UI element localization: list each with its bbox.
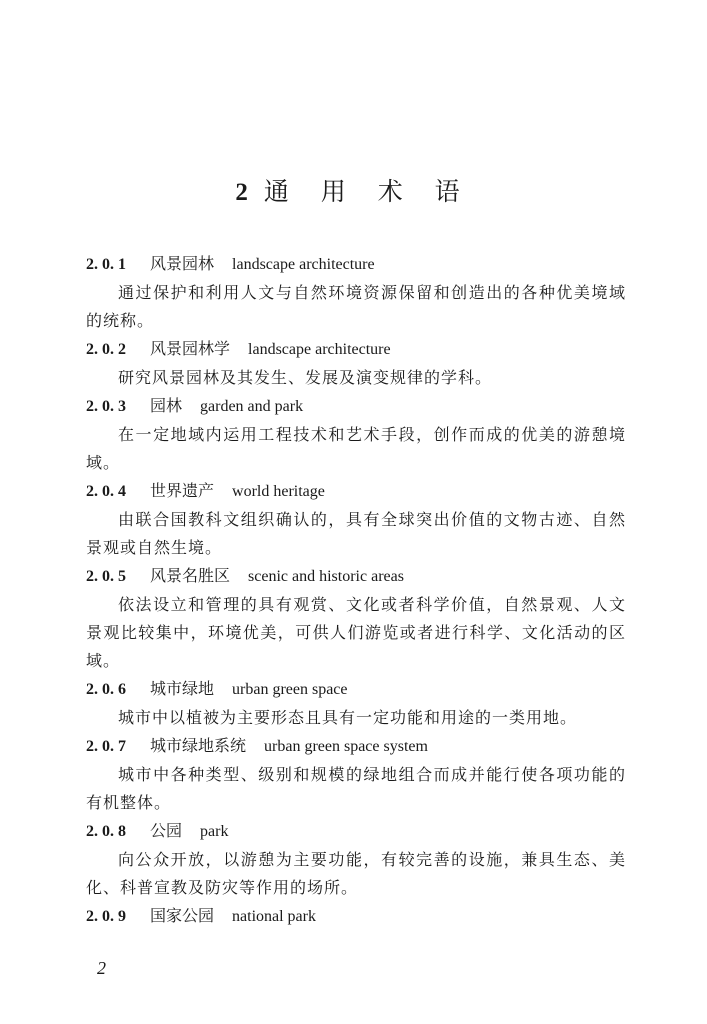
term-entry — [86, 817, 626, 902]
term-definition: 研究风景园林及其发生、发展及演变规律的学科。 — [118, 368, 493, 387]
term-heading — [86, 392, 626, 421]
term-number: 2. 0. 5 — [86, 568, 126, 585]
term-heading — [86, 732, 626, 761]
term-english: scenic and historic areas — [248, 568, 404, 585]
term-chinese: 国家公园 — [150, 906, 215, 925]
term-chinese: 世界遗产 — [150, 481, 215, 500]
term-english: national park — [232, 908, 316, 925]
term-number: 2. 0. 6 — [86, 681, 126, 698]
term-entry — [86, 902, 626, 931]
chapter-title-text: 通 用 术 语 — [263, 177, 472, 206]
term-number: 2. 0. 7 — [86, 738, 126, 755]
term-entry — [86, 675, 626, 732]
term-definition: 通过保护和利用人文与自然环境资源保留和创造出的各种优美境域的统称。 — [86, 283, 626, 330]
term-chinese: 风景园林 — [150, 254, 215, 273]
chapter-title — [0, 174, 707, 211]
term-entry — [86, 562, 626, 675]
term-english: park — [200, 823, 229, 840]
term-definition: 城市中以植被为主要形态且具有一定功能和用途的一类用地。 — [118, 708, 578, 727]
term-heading — [86, 335, 626, 364]
term-number: 2. 0. 9 — [86, 908, 126, 925]
term-chinese: 风景名胜区 — [150, 566, 231, 585]
term-definition: 向公众开放，以游憩为主要功能，有较完善的设施，兼具生态、美化、科普宣教及防灾等作用的场所。 — [86, 850, 626, 897]
term-heading — [86, 477, 626, 506]
term-definition: 在一定地域内运用工程技术和艺术手段，创作而成的优美的游憩境域。 — [86, 425, 626, 472]
term-english: landscape architecture — [248, 341, 391, 358]
term-list — [86, 250, 626, 931]
term-definition: 由联合国教科文组织确认的，具有全球突出价值的文物古迹、自然景观或自然生境。 — [86, 510, 626, 557]
page-number: 2 — [97, 958, 106, 978]
term-english: urban green space — [232, 681, 348, 698]
term-english: garden and park — [200, 398, 304, 415]
term-chinese: 城市绿地系统 — [150, 736, 247, 755]
term-number: 2. 0. 8 — [86, 823, 126, 840]
term-heading — [86, 902, 626, 931]
term-chinese: 城市绿地 — [150, 679, 215, 698]
term-number: 2. 0. 4 — [86, 483, 126, 500]
term-number: 2. 0. 3 — [86, 398, 126, 415]
term-english: landscape architecture — [232, 256, 375, 273]
term-entry — [86, 477, 626, 562]
term-heading — [86, 817, 626, 846]
term-entry — [86, 392, 626, 477]
term-definition: 城市中各种类型、级别和规模的绿地组合而成并能行使各项功能的有机整体。 — [86, 765, 626, 812]
term-definition: 依法设立和管理的具有观赏、文化或者科学价值，自然景观、人文景观比较集中，环境优美，可供人们游览或者进行科学、文化活动的区域。 — [86, 595, 626, 670]
term-entry — [86, 335, 626, 392]
chapter-number: 2 — [235, 179, 248, 206]
term-heading — [86, 675, 626, 704]
term-chinese: 风景园林学 — [150, 339, 231, 358]
term-number: 2. 0. 2 — [86, 341, 126, 358]
term-number: 2. 0. 1 — [86, 256, 126, 273]
term-english: world heritage — [232, 483, 325, 500]
term-english: urban green space system — [264, 738, 428, 755]
term-heading — [86, 250, 626, 279]
term-entry — [86, 732, 626, 817]
term-chinese: 公园 — [150, 821, 183, 840]
term-entry — [86, 250, 626, 335]
term-chinese: 园林 — [150, 396, 183, 415]
term-heading — [86, 562, 626, 591]
